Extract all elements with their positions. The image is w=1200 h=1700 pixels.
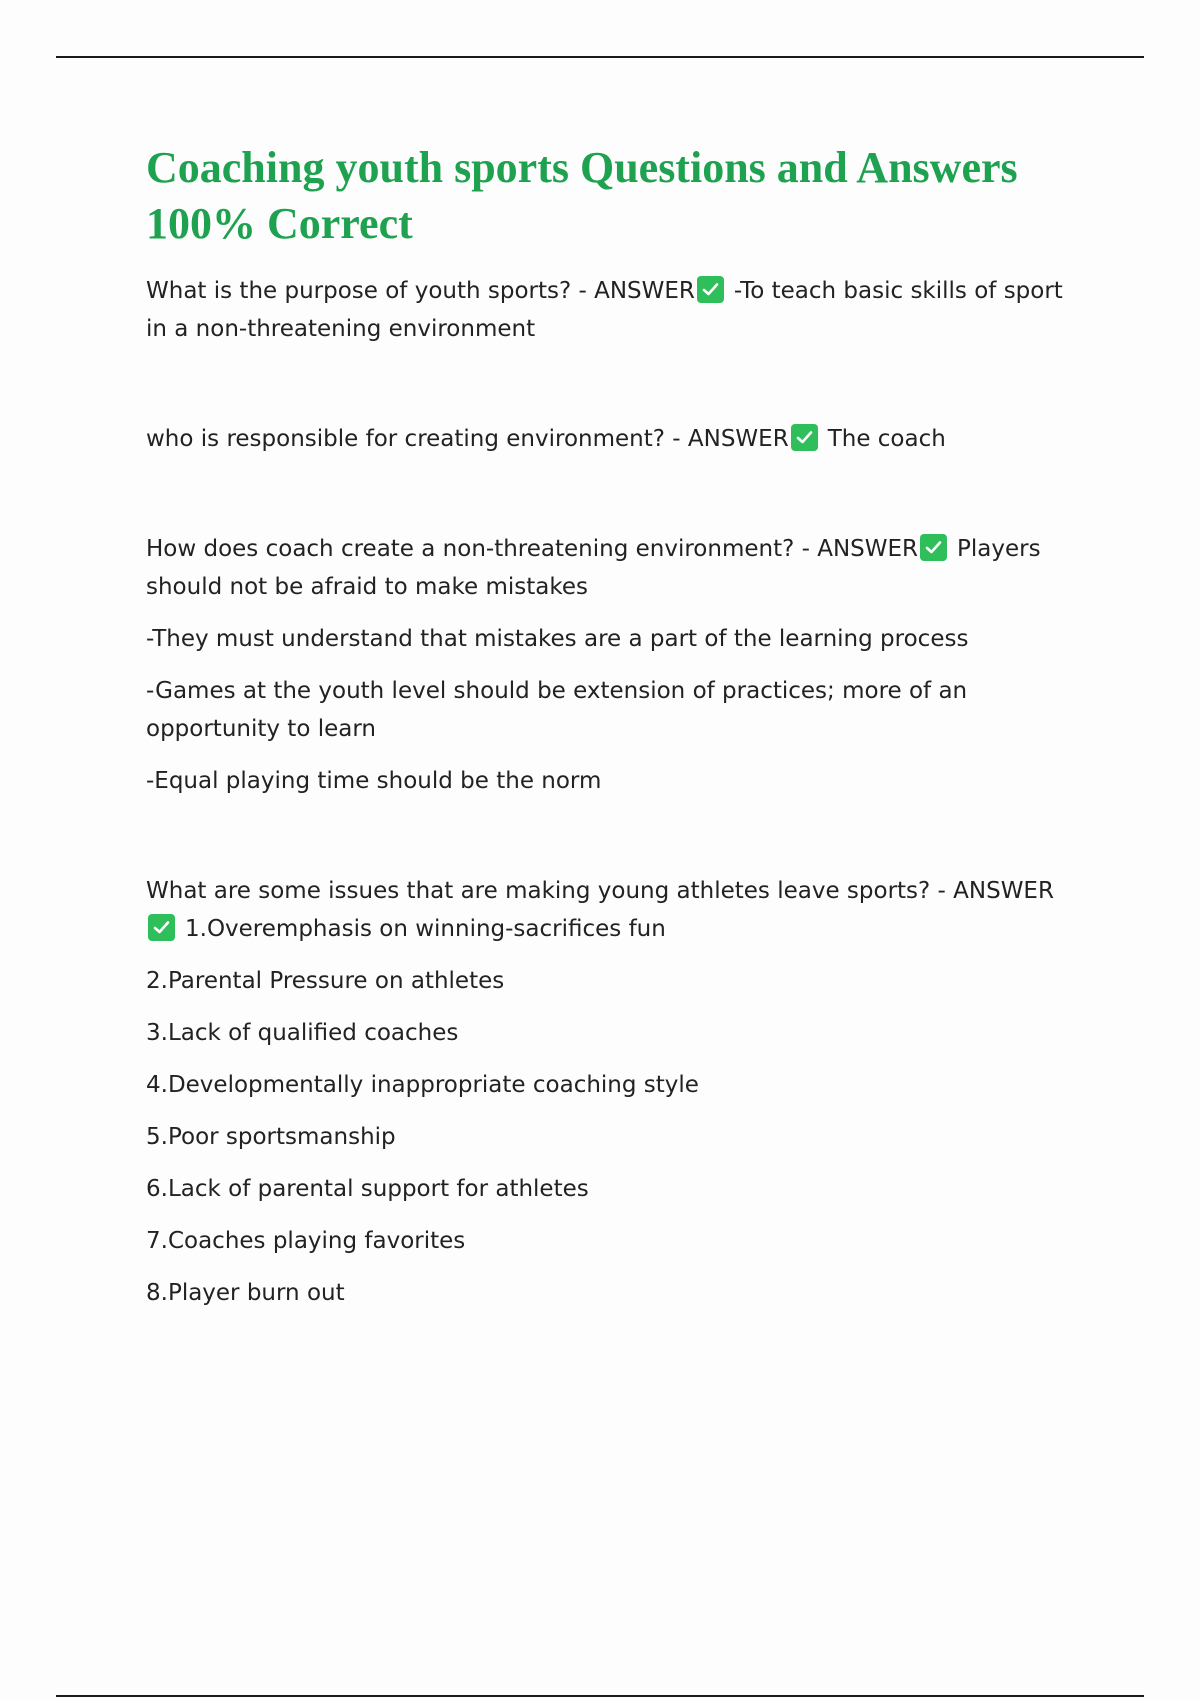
qa-line: [146, 420, 1086, 458]
qa-item: [146, 420, 1086, 458]
list-item: 4.Developmentally inappropriate coaching style: [146, 1072, 699, 1098]
qa-line: [146, 530, 1086, 606]
question-text: How does coach create a non-threatening environment? - ANSWER: [146, 536, 919, 562]
qa-line: [146, 872, 1086, 948]
footer-rule: [56, 1695, 1144, 1697]
document-body: [146, 140, 1086, 1312]
qa-line: [146, 272, 1086, 348]
qa-item: [146, 272, 1086, 348]
answer-line: -They must understand that mistakes are a part of the learning process: [146, 626, 969, 652]
header-rule: [56, 56, 1144, 58]
check-box-icon: [791, 424, 818, 451]
list-item: 2.Parental Pressure on athletes: [146, 968, 505, 994]
check-box-icon: [148, 914, 175, 941]
question-text: What is the purpose of youth sports? - ANSWER: [146, 278, 695, 304]
qa-item: [146, 872, 1086, 1312]
answer-text: -To teach basic skills of sport in a non-threatening environment: [146, 278, 1063, 342]
check-box-icon: [920, 534, 947, 561]
page-title: Coaching youth sports Questions and Answers 100% Correct: [146, 143, 1018, 248]
answer-text: 1.Overemphasis on winning-sacrifices fun: [185, 916, 666, 942]
answer-line: -Equal playing time should be the norm: [146, 768, 602, 794]
question-text: What are some issues that are making young athletes leave sports? - ANSWER: [146, 878, 1054, 904]
qa-item: [146, 530, 1086, 800]
answer-line: -Games at the youth level should be extension of practices; more of an opportunity to learn: [146, 678, 968, 742]
list-item: 3.Lack of qualified coaches: [146, 1020, 459, 1046]
list-item: 5.Poor sportsmanship: [146, 1124, 396, 1150]
answer-text: Players should not be afraid to make mistakes: [146, 536, 1041, 600]
list-item: 8.Player burn out: [146, 1280, 345, 1306]
question-text: who is responsible for creating environment? - ANSWER: [146, 426, 789, 452]
answer-text: The coach: [827, 426, 946, 452]
list-item: 7.Coaches playing favorites: [146, 1228, 466, 1254]
check-box-icon: [697, 276, 724, 303]
list-item: 6.Lack of parental support for athletes: [146, 1176, 589, 1202]
